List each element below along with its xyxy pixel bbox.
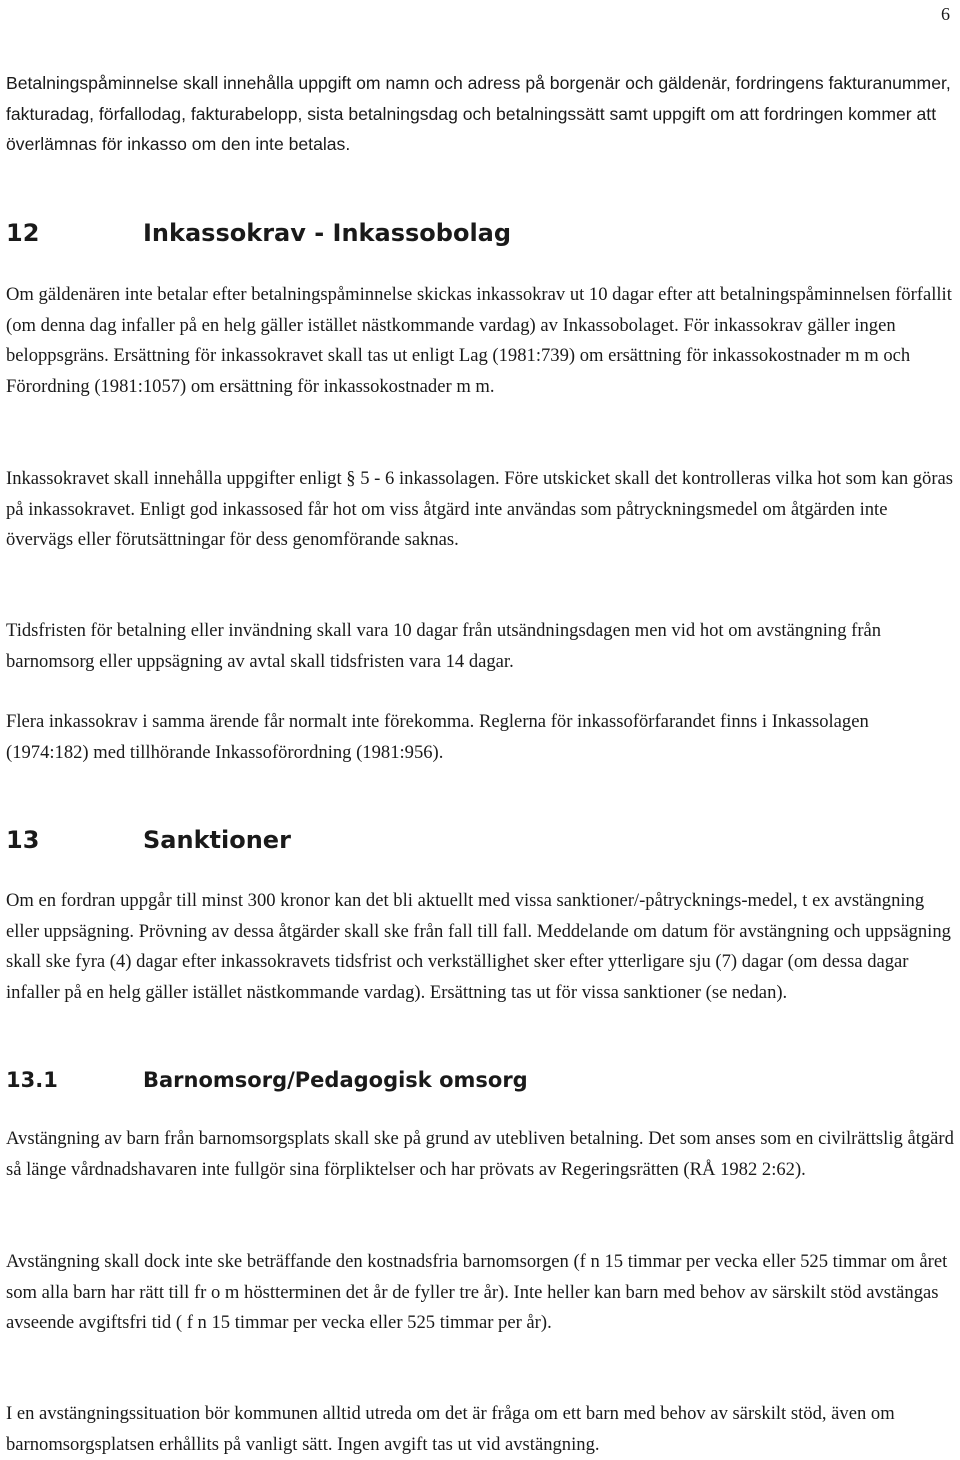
section-12-paragraph-1: Om gäldenären inte betalar efter betalningspåminnelse skickas inkassokrav ut 10 dagar efter att betalningspåminnelsen förfallit (om denna dag infaller på en helg gäller istället nästkommande vardag) av Inkassobolaget. För inkassokrav gäller ingen beloppsgräns. Ersättning för inkassokravet skall tas ut enligt Lag (1981:739) om ersättning för inkassokostnader m m och Förordning (1981:1057) om ersättning för inkassokostnader m m. [6,284,952,397]
section-12-number: 12 [6,219,40,247]
section-13-1-paragraph-2: Avstängning skall dock inte ske beträffande den kostnadsfria barnomsorgen (f n 15 timmar per vecka eller 525 timmar om året som alla barn har rätt till fr o m höstterminen det år de fyller tre år). Inte heller kan barn med behov av särskilt stöd avstängas avseende avgiftsfri tid ( f n 15 timmar per vecka eller 525 timmar per år). [6,1251,948,1333]
intro-paragraph: Betalningspåminnelse skall innehålla uppgift om namn och adress på borgenär och gäldenär, fordringens fakturanummer, fakturadag, förfallodag, fakturabelopp, sista betalningsdag och betalningssätt samt uppgift om att fordringen kommer att överlämnas för inkasso om den inte betalas. [6,73,951,154]
section-12-heading [6,218,511,248]
document-page [6,0,954,1458]
section-13-1-number: 13.1 [6,1068,58,1092]
page-number: 6 [941,4,950,24]
section-12-paragraph-2: Inkassokravet skall innehålla uppgifter enligt § 5 - 6 inkassolagen. Före utskicket skall det kontrolleras vilka hot som kan göras på inkassokravet. Enligt god inkassosed får hot om viss åtgärd inte användas som påtryckningsmedel om åtgärden inte övervägs eller förutsättningar för dess genomförande saknas. [6,468,954,550]
section-13-paragraph-1: Om en fordran uppgår till minst 300 kronor kan det bli aktuellt med vissa sanktioner/-påtrycknings-medel, t ex avstängning eller uppsägning. Prövning av dessa åtgärder skall ske från fall till fall. Meddelande om datum för avstängning och uppsägning skall ske fyra (4) dagar efter inkassokravets tidsfrist och verkställighet sker efter ytterligare sju (7) dagar (om dessa dagar infaller på en helg gäller istället nästkommande vardag). Ersättning tas ut för vissa sanktioner (se nedan). [6,890,951,1003]
section-12-title: Inkassokrav - Inkassobolag [143,219,512,247]
section-12-paragraph-3: Tidsfristen för betalning eller invändning skall vara 10 dagar från utsändningsdagen men vid hot om avstängning från barnomsorg eller uppsägning av avtal skall tidsfristen vara 14 dagar. [6,620,882,672]
section-13-1-paragraph-3: I en avstängningssituation bör kommunen alltid utreda om det är fråga om ett barn med behov av särskilt stöd, även om barnomsorgsplatsen erhållits på vanligt sätt. Ingen avgift tas ut vid avstängning. [6,1403,895,1455]
section-12-paragraph-4: Flera inkassokrav i samma ärende får normalt inte förekomma. Reglerna för inkassoförfarandet finns i Inkassolagen (1974:182) med tillhörande Inkassoförordning (1981:956). [6,711,869,763]
section-13-number: 13 [6,826,40,854]
section-13-1-paragraph-1: Avstängning av barn från barnomsorgsplats skall ske på grund av utebliven betalning. Det som anses som en civilrättslig åtgärd så länge vårdnadshavaren inte fullgör sina förpliktelser och har prövats av Regeringsrätten (RÅ 1982 2:62). [6,1128,954,1180]
section-13-1-title: Barnomsorg/Pedagogisk omsorg [143,1068,528,1092]
section-13-heading [6,825,291,855]
section-13-title: Sanktioner [143,826,291,854]
section-13-1-heading [6,1065,528,1095]
